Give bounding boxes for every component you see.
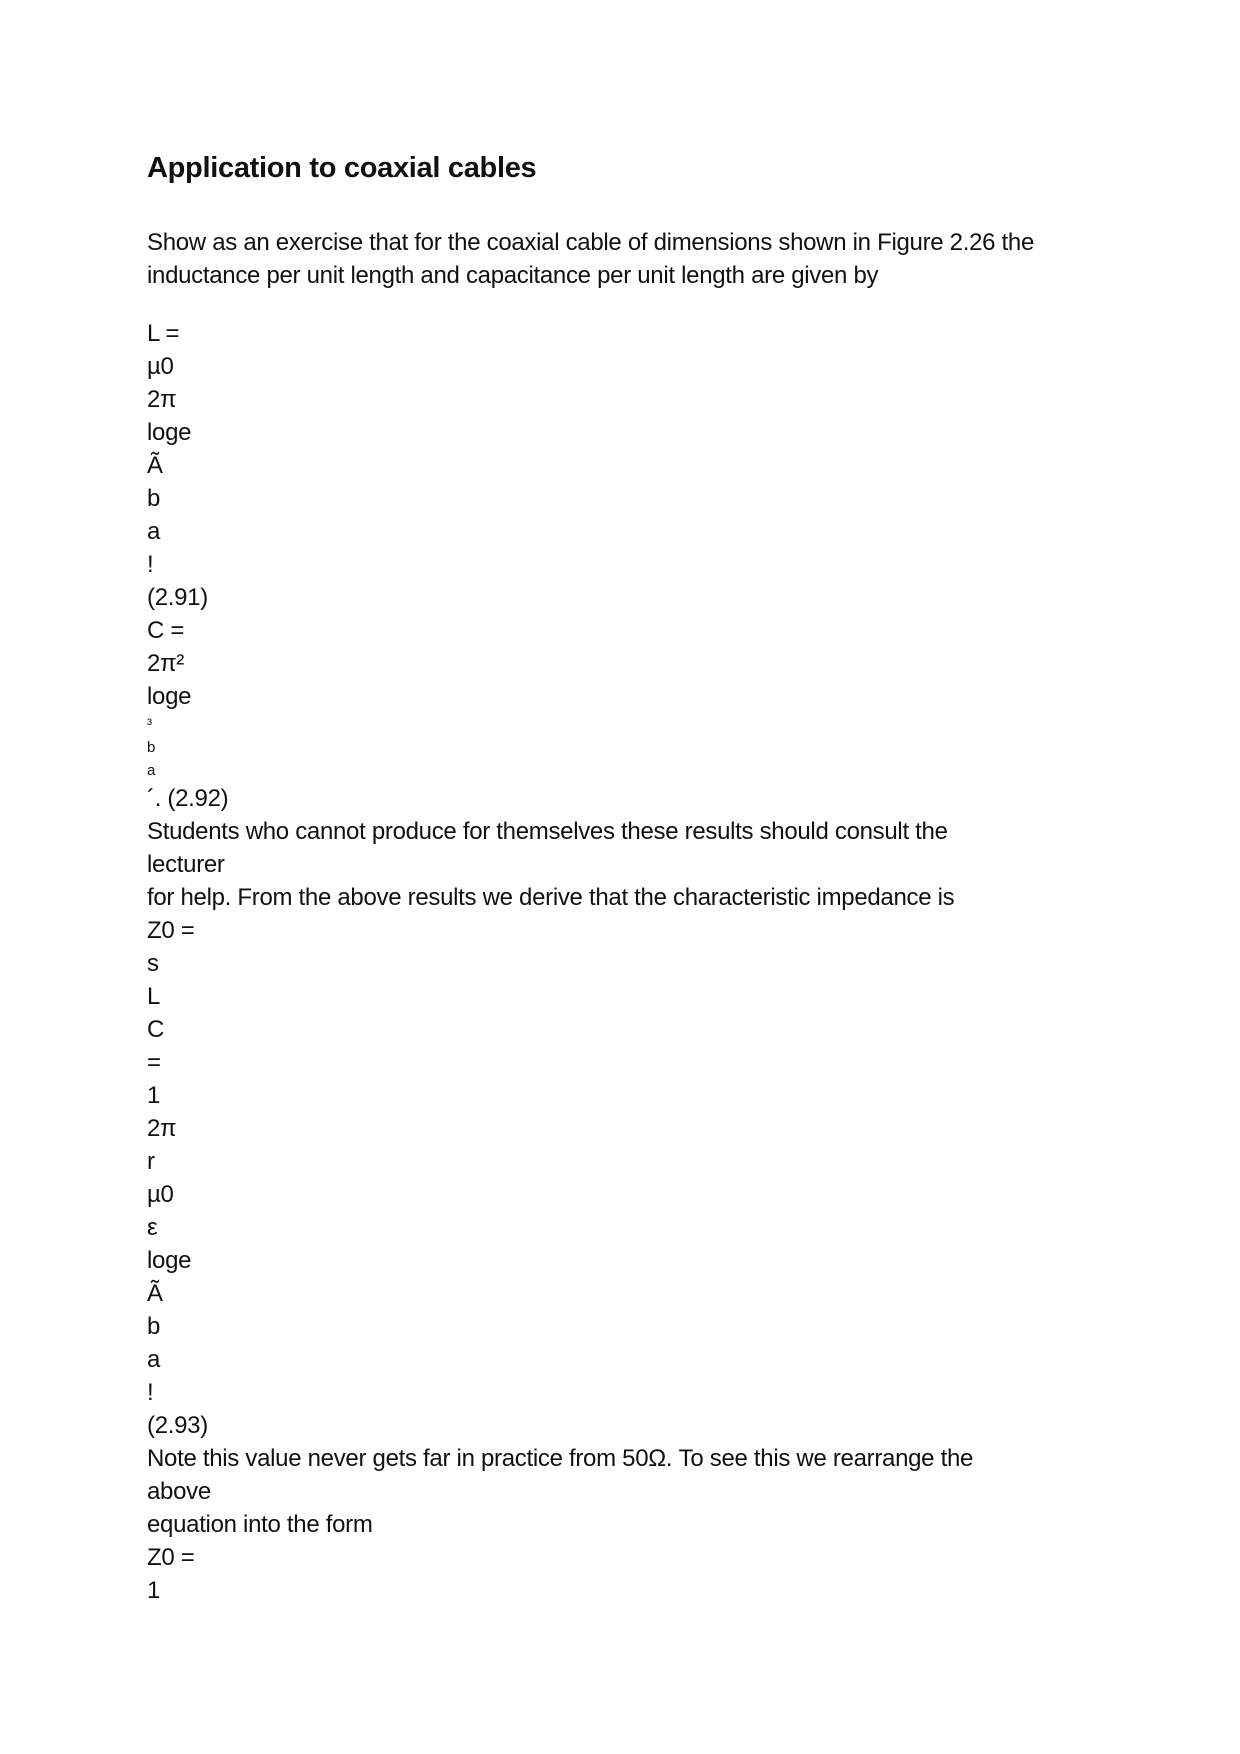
text-line: Note this value never gets far in practice from 50Ω. To see this we rearrange the	[147, 1445, 974, 1472]
text-line: !	[147, 1379, 154, 1406]
text-line: for help. From the above results we derive that the characteristic impedance is	[147, 884, 955, 911]
text-line: ε	[147, 1214, 158, 1241]
text-line: 1	[147, 1577, 161, 1604]
text-line: =	[147, 1049, 161, 1076]
text-line: loge	[147, 1247, 192, 1274]
text-line: b	[147, 739, 156, 756]
text-line: Z0 =	[147, 917, 195, 944]
text-line: Z0 =	[147, 1544, 195, 1571]
text-line: L	[147, 983, 161, 1010]
text-line: L =	[147, 320, 180, 347]
text-line: ³	[147, 716, 152, 733]
text-line: loge	[147, 419, 192, 446]
text-line: equation into the form	[147, 1511, 373, 1538]
text-line: b	[147, 1313, 161, 1340]
text-line: 2π	[147, 386, 177, 413]
text-line: 2π	[147, 1115, 177, 1142]
equation-number: (2.91)	[147, 584, 208, 611]
page-title: Application to coaxial cables	[147, 152, 537, 184]
text-line: !	[147, 551, 154, 578]
text-line: C =	[147, 617, 185, 644]
text-line: lecturer	[147, 851, 225, 878]
text-line: C	[147, 1016, 165, 1043]
intro-line: Show as an exercise that for the coaxial cable of dimensions shown in Figure 2.26 the	[147, 229, 1035, 256]
text-line: a	[147, 762, 156, 779]
text-line: s	[147, 950, 159, 977]
text-line: Ã	[147, 452, 163, 479]
text-line: r	[147, 1148, 155, 1175]
text-line: 1	[147, 1082, 161, 1109]
equation-text-lines	[147, 317, 973, 1607]
text-line: 2π²	[147, 650, 184, 677]
text-line: Ã	[147, 1280, 163, 1307]
text-line: a	[147, 518, 161, 545]
text-line: above	[147, 1478, 211, 1505]
equation-number: (2.93)	[147, 1412, 208, 1439]
intro-line: inductance per unit length and capacitance per unit length are given by	[147, 262, 879, 289]
intro-paragraph	[147, 226, 1107, 292]
text-line: loge	[147, 683, 192, 710]
equation-number: ´. (2.92)	[147, 785, 229, 812]
text-line: a	[147, 1346, 161, 1373]
text-line: Students who cannot produce for themselves these results should consult the	[147, 818, 948, 845]
text-line: µ0	[147, 1181, 174, 1208]
text-line: b	[147, 485, 161, 512]
text-line: µ0	[147, 353, 174, 380]
